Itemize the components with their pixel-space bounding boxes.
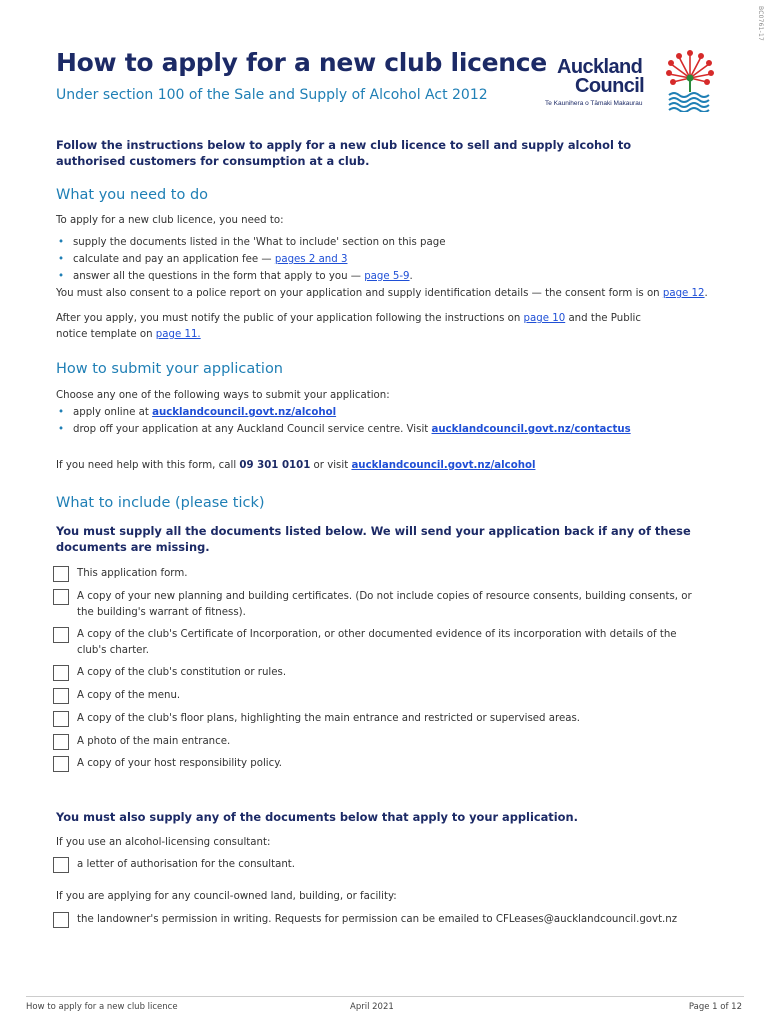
list-item-text: calculate and pay an application fee — <box>73 254 275 265</box>
list-item <box>56 421 631 438</box>
checkbox[interactable] <box>53 734 69 750</box>
section-heading-submit: How to submit your application <box>56 361 284 377</box>
include-item-landowner-permission <box>53 912 733 928</box>
checkbox-label: A copy of the club's Certificate of Incorporation, or other documented evidence of its incorporation with details of the club's charter. <box>77 629 677 656</box>
document-code: BC0761-17 <box>757 6 764 42</box>
checkbox-label: A copy of the club's floor plans, highlighting the main entrance and restricted or supervised areas. <box>77 713 581 724</box>
checkbox[interactable] <box>53 912 69 928</box>
apply-online-link[interactable]: aucklandcouncil.govt.nz/alcohol <box>152 407 337 418</box>
list-item-text: answer all the questions in the form that apply to you — <box>73 271 365 282</box>
include-item-incorporation-certificate <box>53 627 678 659</box>
help-alcohol-link[interactable]: aucklandcouncil.govt.nz/alcohol <box>351 460 536 471</box>
section-heading-what-to-do: What you need to do <box>56 187 209 203</box>
contact-us-link[interactable]: aucklandcouncil.govt.nz/contactus <box>431 424 631 435</box>
checkbox[interactable] <box>53 756 69 772</box>
list-item-text: apply online at <box>73 407 153 418</box>
include-item-planning-certificates <box>53 589 693 621</box>
must-supply-paragraph: You must supply all the documents listed below. We will send your application back if any of these documents are missing. <box>56 524 691 554</box>
footer-date: April 2021 <box>350 1002 394 1012</box>
logo-wordmark-line1: Auckland <box>557 56 643 78</box>
list-item-text: supply the documents listed in the 'What to include' section on this page <box>73 237 446 248</box>
form-pages-link[interactable]: page 5-9 <box>364 271 410 282</box>
page-subtitle: Under section 100 of the Sale and Supply of Alcohol Act 2012 <box>56 87 488 103</box>
list-item-end: . <box>409 271 413 282</box>
checkbox-label: A copy of your new planning and building certificates. (Do not include copies of resource consents, building consents, or the building's warrant of fitness). <box>77 591 692 618</box>
include-item-entrance-photo <box>53 734 713 750</box>
fee-pages-link[interactable]: pages 2 and 3 <box>274 254 348 265</box>
section-heading-include: What to include (please tick) <box>56 495 265 511</box>
consent-end: . <box>704 288 708 299</box>
list-item <box>56 404 631 421</box>
checkbox[interactable] <box>53 589 69 605</box>
help-phone-number: 09 301 0101 <box>239 460 311 471</box>
page-title: How to apply for a new club licence <box>56 48 547 77</box>
council-land-lead: If you are applying for any council-owned land, building, or facility: <box>56 891 397 902</box>
logo-wordmark-line2: Council <box>575 75 645 97</box>
checkbox[interactable] <box>53 711 69 727</box>
what-to-do-list <box>56 234 445 285</box>
notify-text: After you apply, you must notify the public of your application following the instructions on <box>56 313 524 324</box>
checkbox-label: A photo of the main entrance. <box>77 736 231 747</box>
also-supply-paragraph: You must also supply any of the documents below that apply to your application. <box>56 810 578 824</box>
footer-document-title: How to apply for a new club licence <box>26 1002 178 1012</box>
include-item-constitution <box>53 665 713 681</box>
checkbox-label: A copy of your host responsibility policy. <box>77 758 283 769</box>
include-item-application-form <box>53 566 713 582</box>
checkbox-label: the landowner's permission in writing. Requests for permission can be emailed to CFLeases@aucklandcouncil.govt.nz <box>77 914 678 925</box>
help-mid-text: or visit <box>310 460 352 471</box>
checkbox[interactable] <box>53 566 69 582</box>
notify-paragraph <box>56 311 656 343</box>
include-item-floor-plans <box>53 711 713 727</box>
checkbox-label: A copy of the menu. <box>77 690 181 701</box>
consent-paragraph <box>56 286 736 302</box>
list-item <box>56 251 445 268</box>
consent-text: You must also consent to a police report on your application and supply identification details — the consent form is on <box>56 288 663 299</box>
list-item-text: drop off your application at any Auckland Council service centre. Visit <box>73 424 432 435</box>
include-item-menu <box>53 688 713 704</box>
checkbox-label: A copy of the club's constitution or rules. <box>77 667 287 678</box>
consent-page-link[interactable]: page 12 <box>662 288 705 299</box>
checkbox-label: This application form. <box>77 568 188 579</box>
intro-paragraph: Follow the instructions below to apply for a new club licence to sell and supply alcohol to authorised customers for consumption at a club. <box>56 138 632 168</box>
auckland-council-logo <box>545 46 720 116</box>
notify-page-link[interactable]: page 10 <box>523 313 566 324</box>
footer-page-number: Page 1 of 12 <box>688 1002 742 1012</box>
help-text: If you need help with this form, call <box>56 460 240 471</box>
checkbox[interactable] <box>53 688 69 704</box>
footer-divider <box>26 996 744 997</box>
checkbox[interactable] <box>53 627 69 643</box>
list-item <box>56 268 445 285</box>
pohutukawa-flower-icon <box>665 48 715 112</box>
checkbox[interactable] <box>53 665 69 681</box>
list-item <box>56 234 445 251</box>
notify-mid-text: and the Public notice template on <box>56 313 641 340</box>
logo-tagline: Te Kaunihera o Tāmaki Makaurau <box>545 100 643 107</box>
checkbox-label: a letter of authorisation for the consultant. <box>77 859 296 870</box>
submit-list <box>56 404 631 438</box>
submit-lead: Choose any one of the following ways to submit your application: <box>56 390 390 401</box>
notice-template-link[interactable]: page 11. <box>155 329 201 340</box>
include-item-host-responsibility <box>53 756 713 772</box>
checkbox[interactable] <box>53 857 69 873</box>
what-to-do-lead: To apply for a new club licence, you need to: <box>56 215 284 226</box>
consultant-lead: If you use an alcohol-licensing consultant: <box>56 837 271 848</box>
include-item-consultant-letter <box>53 857 713 873</box>
help-paragraph <box>56 458 736 474</box>
